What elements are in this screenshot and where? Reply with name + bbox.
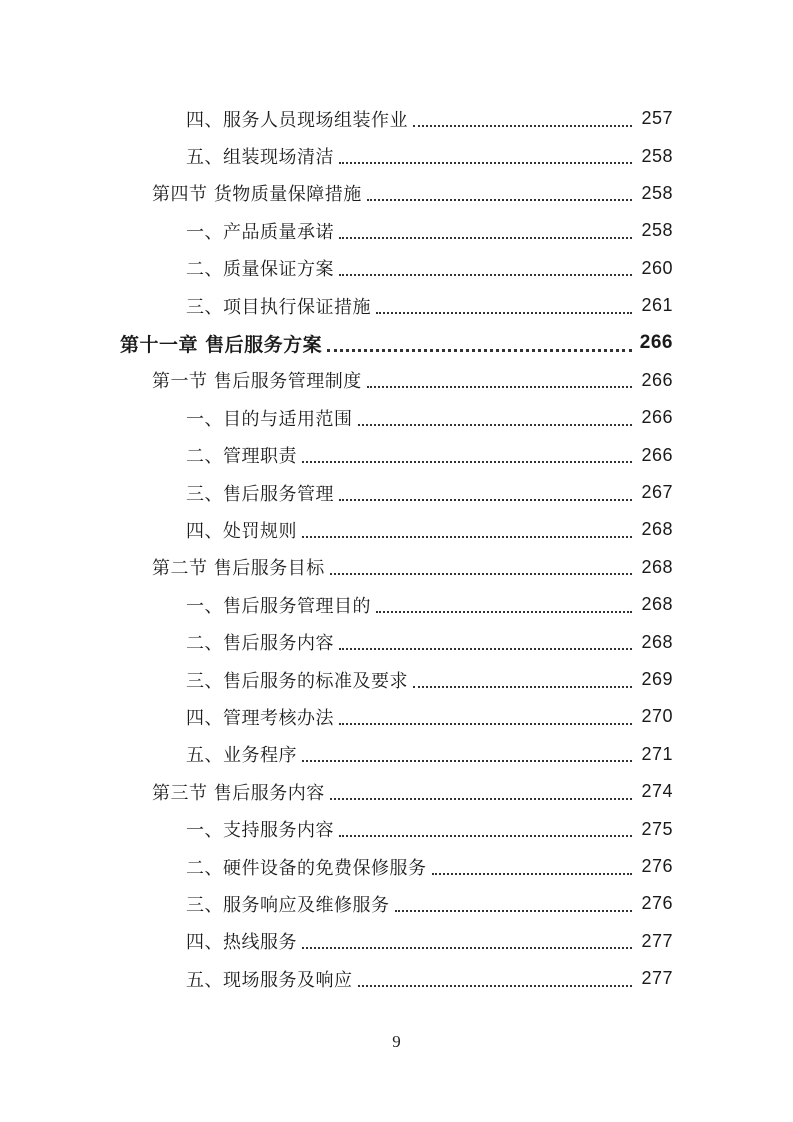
toc-leader-dots <box>330 573 632 575</box>
toc-leader-dots <box>358 985 633 987</box>
toc-leader-dots <box>367 386 632 388</box>
toc-leader-dots <box>413 686 632 688</box>
toc-entry[interactable] <box>0 250 793 287</box>
toc-entry-title: 二、管理职责 <box>186 446 297 468</box>
toc-entry[interactable] <box>0 848 793 885</box>
toc-leader-dots <box>339 274 632 276</box>
toc-entry-page: 275 <box>641 818 673 839</box>
toc-entry[interactable] <box>0 437 793 474</box>
toc-entry-title: 四、服务人员现场组装作业 <box>186 109 408 131</box>
toc-leader-dots <box>339 648 632 650</box>
toc-entry-page: 257 <box>641 108 673 129</box>
toc-entry-page: 266 <box>641 369 673 390</box>
toc-entry[interactable] <box>0 810 793 847</box>
toc-entry-page: 268 <box>641 631 673 652</box>
toc-entry-page: 261 <box>641 295 673 316</box>
toc-entry-title: 一、产品质量承诺 <box>186 221 334 243</box>
toc-entry[interactable] <box>0 736 793 773</box>
toc-entry-page: 277 <box>641 968 673 989</box>
toc-leader-dots <box>358 424 633 426</box>
toc-entry-page: 269 <box>641 669 673 690</box>
toc-entry-page: 276 <box>641 893 673 914</box>
toc-entry[interactable] <box>0 698 793 735</box>
toc-entry-page: 271 <box>641 743 673 764</box>
toc-leader-dots <box>339 237 632 239</box>
toc-leader-dots <box>413 125 632 127</box>
toc-entry-page: 274 <box>641 781 673 802</box>
toc-entry-page: 266 <box>641 407 673 428</box>
toc-entry-page: 258 <box>641 182 673 203</box>
toc-entry-title: 第三节 售后服务内容 <box>152 782 325 804</box>
toc-leader-dots <box>330 798 632 800</box>
toc-entry-title: 四、处罚规则 <box>186 520 297 542</box>
toc-entry-title: 三、项目执行保证措施 <box>186 296 371 318</box>
toc-section-entry[interactable] <box>0 773 793 810</box>
toc-entry-page: 260 <box>641 257 673 278</box>
toc-entry-title: 三、服务响应及维修服务 <box>186 894 390 916</box>
toc-entry-title: 二、质量保证方案 <box>186 259 334 281</box>
toc-entry-page: 276 <box>641 856 673 876</box>
toc-leader-dots <box>302 947 632 949</box>
toc-entry[interactable] <box>0 623 793 660</box>
toc-entry-title: 三、售后服务管理 <box>186 483 334 505</box>
toc-leader-dots <box>376 611 632 613</box>
toc-entry-title: 第四节 货物质量保障措施 <box>152 184 362 206</box>
toc-entry-title: 五、组装现场清洁 <box>186 147 334 169</box>
toc-entry-title: 五、业务程序 <box>186 745 297 767</box>
toc-entry[interactable] <box>0 474 793 511</box>
toc-entry[interactable] <box>0 212 793 249</box>
toc-section-entry[interactable] <box>0 549 793 586</box>
page-number: 9 <box>392 1032 401 1051</box>
toc-leader-dots <box>302 760 632 762</box>
toc-entry-page: 266 <box>641 444 673 465</box>
toc-leader-dots <box>327 349 632 352</box>
toc-entry-page: 268 <box>641 594 673 615</box>
toc-entry-title: 一、售后服务管理目的 <box>186 595 371 617</box>
toc-entry-title: 一、目的与适用范围 <box>186 408 353 430</box>
toc-leader-dots <box>302 461 632 463</box>
toc-entry-title: 三、售后服务的标准及要求 <box>186 670 408 692</box>
toc-entry-page: 258 <box>641 220 673 241</box>
toc-entry-title: 一、支持服务内容 <box>186 820 334 842</box>
toc-entry-title: 五、现场服务及响应 <box>186 969 353 991</box>
toc-entry[interactable] <box>0 885 793 922</box>
toc-entry[interactable] <box>0 960 793 997</box>
toc-leader-dots <box>395 910 633 912</box>
toc-entry-page: 268 <box>641 556 673 577</box>
toc-leader-dots <box>339 835 632 837</box>
toc-entry-page: 270 <box>641 706 673 727</box>
table-of-contents <box>0 100 793 997</box>
toc-entry-title: 四、热线服务 <box>186 932 297 954</box>
toc-section-entry[interactable] <box>0 362 793 399</box>
toc-entry-title: 二、硬件设备的免费保修服务 <box>186 857 427 879</box>
toc-entry-title: 四、管理考核办法 <box>186 707 334 729</box>
toc-leader-dots <box>367 199 632 201</box>
toc-entry-title: 第一节 售后服务管理制度 <box>152 371 362 393</box>
toc-chapter-entry[interactable] <box>0 324 793 361</box>
toc-entry-page: 277 <box>641 930 673 951</box>
toc-entry[interactable] <box>0 287 793 324</box>
toc-entry[interactable] <box>0 661 793 698</box>
toc-entry-title: 第十一章 售后服务方案 <box>120 333 323 356</box>
toc-entry[interactable] <box>0 586 793 623</box>
toc-entry[interactable] <box>0 399 793 436</box>
toc-leader-dots <box>432 873 633 875</box>
toc-leader-dots <box>302 536 632 538</box>
toc-entry[interactable] <box>0 511 793 548</box>
toc-entry-page: 267 <box>641 482 673 503</box>
toc-entry-page: 268 <box>641 519 673 540</box>
toc-entry[interactable] <box>0 923 793 960</box>
toc-leader-dots <box>339 499 632 501</box>
toc-leader-dots <box>339 723 632 725</box>
toc-section-entry[interactable] <box>0 175 793 212</box>
toc-leader-dots <box>376 312 632 314</box>
toc-entry-page: 258 <box>641 145 673 166</box>
toc-entry-title: 第二节 售后服务目标 <box>152 558 325 580</box>
toc-entry-page: 266 <box>639 332 673 354</box>
toc-entry[interactable] <box>0 100 793 137</box>
toc-leader-dots <box>339 162 632 164</box>
toc-entry-title: 二、售后服务内容 <box>186 633 334 655</box>
toc-entry[interactable] <box>0 137 793 174</box>
